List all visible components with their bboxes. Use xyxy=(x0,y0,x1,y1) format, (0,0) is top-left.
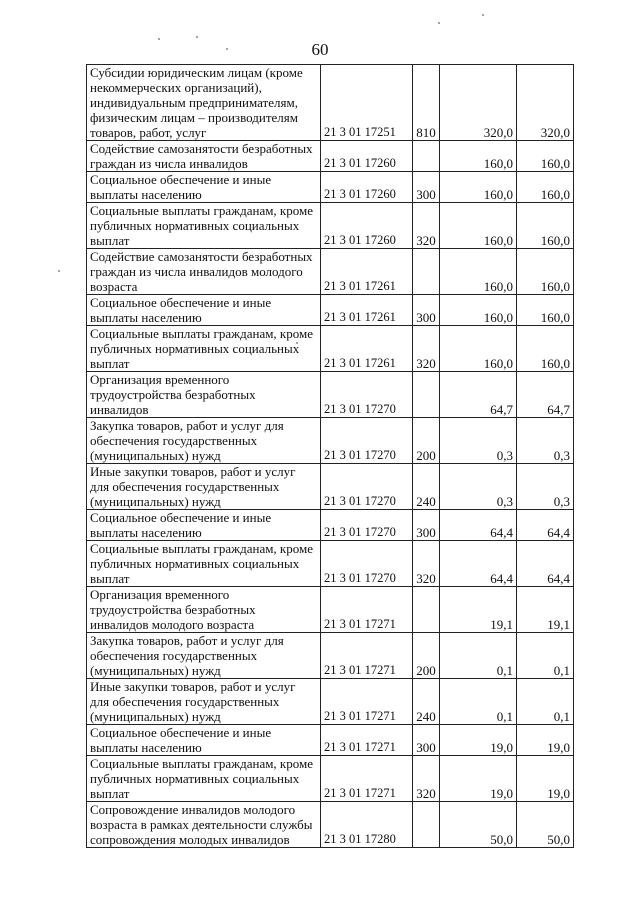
table-row xyxy=(87,464,574,510)
target-article-code: 21 3 01 17271 xyxy=(321,587,413,633)
expense-type-code: 320 xyxy=(413,326,440,372)
target-article-code: 21 3 01 17270 xyxy=(321,372,413,418)
table-row xyxy=(87,203,574,249)
expense-type-code: 200 xyxy=(413,633,440,679)
expense-name: Закупка товаров, работ и услуг для обеспечения государственных (муниципальных) нужд xyxy=(87,633,321,679)
amount-year-2: 64,7 xyxy=(517,372,574,418)
budget-table xyxy=(86,64,574,848)
expense-name: Социальное обеспечение и иные выплаты населению xyxy=(87,510,321,541)
scan-speck xyxy=(438,22,440,24)
scan-speck xyxy=(226,48,228,50)
table-row xyxy=(87,65,574,141)
amount-year-1: 50,0 xyxy=(440,802,517,848)
target-article-code: 21 3 01 17270 xyxy=(321,510,413,541)
target-article-code: 21 3 01 17271 xyxy=(321,633,413,679)
amount-year-1: 160,0 xyxy=(440,141,517,172)
table-row xyxy=(87,372,574,418)
expense-name: Иные закупки товаров, работ и услуг для обеспечения государственных (муниципальных) нужд xyxy=(87,464,321,510)
amount-year-2: 160,0 xyxy=(517,141,574,172)
target-article-code: 21 3 01 17261 xyxy=(321,295,413,326)
expense-name: Социальные выплаты гражданам, кроме публичных нормативных социальных выплат xyxy=(87,756,321,802)
target-article-code: 21 3 01 17261 xyxy=(321,326,413,372)
amount-year-2: 320,0 xyxy=(517,65,574,141)
table-row xyxy=(87,172,574,203)
expense-type-code xyxy=(413,141,440,172)
expense-type-code: 300 xyxy=(413,295,440,326)
expense-name: Иные закупки товаров, работ и услуг для обеспечения государственных (муниципальных) нужд xyxy=(87,679,321,725)
amount-year-2: 0,3 xyxy=(517,464,574,510)
amount-year-1: 64,7 xyxy=(440,372,517,418)
expense-name: Сопровождение инвалидов молодого возраста в рамках деятельности службы сопровождения молодых инвалидов xyxy=(87,802,321,848)
amount-year-1: 19,0 xyxy=(440,756,517,802)
amount-year-1: 0,1 xyxy=(440,679,517,725)
table-row xyxy=(87,249,574,295)
expense-name: Содействие самозанятости безработных граждан из числа инвалидов xyxy=(87,141,321,172)
expense-type-code xyxy=(413,249,440,295)
amount-year-1: 0,1 xyxy=(440,633,517,679)
table-row xyxy=(87,679,574,725)
table-row xyxy=(87,141,574,172)
amount-year-1: 160,0 xyxy=(440,249,517,295)
target-article-code: 21 3 01 17260 xyxy=(321,203,413,249)
expense-name: Содействие самозанятости безработных граждан из числа инвалидов молодого возраста xyxy=(87,249,321,295)
amount-year-2: 19,0 xyxy=(517,725,574,756)
expense-type-code: 300 xyxy=(413,510,440,541)
amount-year-2: 19,0 xyxy=(517,756,574,802)
target-article-code: 21 3 01 17261 xyxy=(321,249,413,295)
table-row xyxy=(87,587,574,633)
expense-type-code: 240 xyxy=(413,679,440,725)
expense-type-code xyxy=(413,372,440,418)
amount-year-1: 160,0 xyxy=(440,326,517,372)
amount-year-2: 160,0 xyxy=(517,326,574,372)
amount-year-1: 0,3 xyxy=(440,418,517,464)
expense-type-code xyxy=(413,587,440,633)
budget-table-body xyxy=(87,65,574,848)
expense-name: Организация временного трудоустройства безработных инвалидов молодого возраста xyxy=(87,587,321,633)
amount-year-2: 0,1 xyxy=(517,633,574,679)
target-article-code: 21 3 01 17260 xyxy=(321,141,413,172)
amount-year-2: 50,0 xyxy=(517,802,574,848)
amount-year-1: 160,0 xyxy=(440,295,517,326)
target-article-code: 21 3 01 17270 xyxy=(321,418,413,464)
amount-year-2: 19,1 xyxy=(517,587,574,633)
table-row xyxy=(87,802,574,848)
target-article-code: 21 3 01 17270 xyxy=(321,541,413,587)
expense-name: Закупка товаров, работ и услуг для обеспечения государственных (муниципальных) нужд xyxy=(87,418,321,464)
amount-year-2: 64,4 xyxy=(517,541,574,587)
expense-name: Социальное обеспечение и иные выплаты населению xyxy=(87,172,321,203)
target-article-code: 21 3 01 17271 xyxy=(321,725,413,756)
amount-year-2: 160,0 xyxy=(517,203,574,249)
expense-name: Субсидии юридическим лицам (кроме некоммерческих организаций), индивидуальным предпринимателям, физическим лицам – производителям товаров, работ, услуг xyxy=(87,65,321,141)
expense-name: Социальное обеспечение и иные выплаты населению xyxy=(87,725,321,756)
expense-type-code: 300 xyxy=(413,725,440,756)
amount-year-1: 0,3 xyxy=(440,464,517,510)
expense-name: Социальное обеспечение и иные выплаты населению xyxy=(87,295,321,326)
page-number: 60 xyxy=(311,40,329,59)
table-row xyxy=(87,326,574,372)
amount-year-2: 64,4 xyxy=(517,510,574,541)
table-row xyxy=(87,295,574,326)
amount-year-1: 160,0 xyxy=(440,203,517,249)
amount-year-2: 0,3 xyxy=(517,418,574,464)
amount-year-1: 19,1 xyxy=(440,587,517,633)
scan-speck xyxy=(482,14,484,16)
table-row xyxy=(87,633,574,679)
amount-year-1: 64,4 xyxy=(440,510,517,541)
table-row xyxy=(87,756,574,802)
table-row xyxy=(87,725,574,756)
expense-type-code: 240 xyxy=(413,464,440,510)
expense-type-code: 320 xyxy=(413,203,440,249)
expense-type-code: 810 xyxy=(413,65,440,141)
expense-type-code xyxy=(413,802,440,848)
amount-year-2: 160,0 xyxy=(517,172,574,203)
expense-type-code: 320 xyxy=(413,756,440,802)
scan-speck xyxy=(58,270,60,272)
expense-name: Социальные выплаты гражданам, кроме публичных нормативных социальных выплат xyxy=(87,326,321,372)
target-article-code: 21 3 01 17251 xyxy=(321,65,413,141)
target-article-code: 21 3 01 17271 xyxy=(321,756,413,802)
amount-year-2: 0,1 xyxy=(517,679,574,725)
expense-type-code: 300 xyxy=(413,172,440,203)
table-row xyxy=(87,541,574,587)
amount-year-1: 160,0 xyxy=(440,172,517,203)
expense-name: Социальные выплаты гражданам, кроме публичных нормативных социальных выплат xyxy=(87,541,321,587)
target-article-code: 21 3 01 17260 xyxy=(321,172,413,203)
target-article-code: 21 3 01 17280 xyxy=(321,802,413,848)
expense-name: Организация временного трудоустройства безработных инвалидов xyxy=(87,372,321,418)
amount-year-1: 19,0 xyxy=(440,725,517,756)
expense-type-code: 320 xyxy=(413,541,440,587)
amount-year-2: 160,0 xyxy=(517,249,574,295)
scan-speck xyxy=(196,36,198,38)
scan-speck xyxy=(158,38,160,40)
expense-type-code: 200 xyxy=(413,418,440,464)
amount-year-1: 64,4 xyxy=(440,541,517,587)
amount-year-2: 160,0 xyxy=(517,295,574,326)
table-row xyxy=(87,418,574,464)
table-row xyxy=(87,510,574,541)
amount-year-1: 320,0 xyxy=(440,65,517,141)
target-article-code: 21 3 01 17270 xyxy=(321,464,413,510)
expense-name: Социальные выплаты гражданам, кроме публичных нормативных социальных выплат xyxy=(87,203,321,249)
target-article-code: 21 3 01 17271 xyxy=(321,679,413,725)
